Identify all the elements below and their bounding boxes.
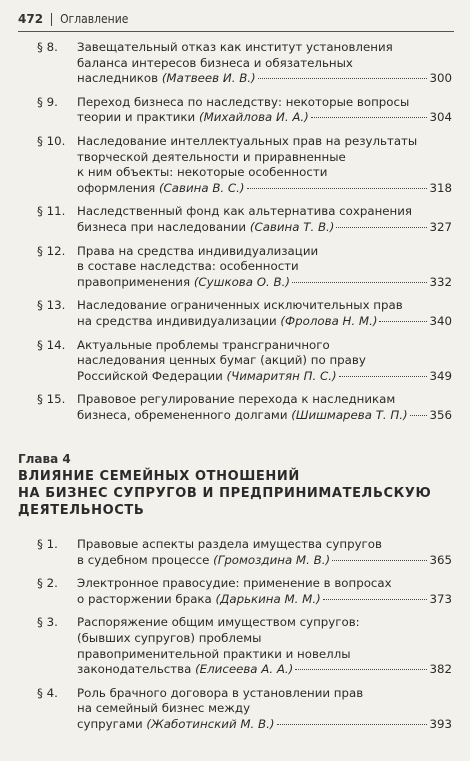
title-last-text bbox=[77, 181, 245, 197]
title-last-text bbox=[77, 717, 275, 733]
title-last-line bbox=[77, 71, 452, 87]
title-line: Распоряжение общим имуществом супругов: bbox=[77, 615, 360, 630]
dot-leader bbox=[295, 669, 427, 670]
dot-leader bbox=[336, 227, 427, 228]
title-line: Завещательный отказ как институт установления bbox=[77, 40, 393, 54]
title-last-line bbox=[77, 717, 452, 733]
page-ref: 340 bbox=[429, 313, 452, 328]
author-name: (Дарькина М. М.) bbox=[215, 591, 321, 606]
dot-leader bbox=[332, 560, 427, 561]
section-title bbox=[77, 338, 452, 385]
author-name: (Михайлова И. А.) bbox=[198, 110, 309, 125]
running-title: Оглавление bbox=[60, 12, 129, 26]
page-ref: 332 bbox=[429, 274, 452, 289]
title-last-text bbox=[77, 220, 334, 236]
title-line: Электронное правосудие: применение в вопросах bbox=[77, 576, 392, 591]
title-last-words: наследников bbox=[77, 71, 159, 86]
section-title bbox=[77, 40, 452, 87]
title-line: на семейный бизнес между bbox=[77, 701, 251, 716]
page-ref: 382 bbox=[429, 662, 452, 677]
dot-leader bbox=[311, 117, 428, 118]
section-number: § 12. bbox=[37, 243, 66, 258]
section-number: § 3. bbox=[37, 615, 58, 630]
title-last-line bbox=[77, 110, 452, 126]
section-title bbox=[77, 204, 452, 235]
page-ref: 300 bbox=[429, 71, 452, 86]
section-number: § 4. bbox=[37, 685, 58, 700]
dot-leader bbox=[258, 78, 428, 79]
page-ref: 373 bbox=[429, 591, 452, 606]
section-title bbox=[77, 615, 452, 677]
author-name: (Шишмарева Т. П.) bbox=[291, 407, 408, 422]
toc-entry bbox=[0, 204, 470, 235]
section-title bbox=[77, 134, 452, 196]
title-line: правоприменительной практики и новеллы bbox=[77, 646, 351, 661]
title-last-text bbox=[77, 408, 408, 424]
section-title bbox=[77, 95, 452, 126]
title-line: баланса интересов бизнеса и обязательных bbox=[77, 55, 353, 70]
section-title bbox=[77, 298, 452, 329]
toc-entry bbox=[0, 338, 470, 385]
title-line: Актуальные проблемы трансграничного bbox=[77, 337, 330, 352]
section-number: § 9. bbox=[37, 94, 58, 109]
title-last-words: бизнеса при наследовании bbox=[77, 219, 247, 234]
section-number: § 11. bbox=[37, 204, 66, 219]
section-number: § 2. bbox=[37, 576, 58, 591]
title-last-line bbox=[77, 408, 452, 424]
title-last-line bbox=[77, 369, 452, 385]
chapter-title-line: ВЛИЯНИЕ СЕМЕЙНЫХ ОТНОШЕНИЙ bbox=[18, 469, 300, 484]
author-name: (Фролова Н. М.) bbox=[280, 313, 378, 328]
toc-entry bbox=[0, 95, 470, 126]
page-ref: 318 bbox=[429, 180, 452, 195]
title-last-words: в судебном процессе bbox=[77, 552, 210, 567]
toc-entry bbox=[0, 615, 470, 677]
title-last-text bbox=[77, 369, 337, 385]
title-last-line bbox=[77, 553, 452, 569]
author-name: (Савина В. С.) bbox=[158, 180, 245, 195]
title-last-line bbox=[77, 220, 452, 236]
toc-entry bbox=[0, 392, 470, 423]
toc-entry bbox=[0, 40, 470, 87]
toc-entry bbox=[0, 537, 470, 568]
title-line: (бывших супругов) проблемы bbox=[77, 630, 262, 645]
chapter-toc-list bbox=[0, 537, 470, 741]
chapter-heading bbox=[18, 452, 454, 519]
toc-entry bbox=[0, 134, 470, 196]
section-title bbox=[77, 244, 452, 291]
section-number: § 13. bbox=[37, 298, 66, 313]
title-last-words: бизнеса, обремененного долгами bbox=[77, 407, 288, 422]
dot-leader bbox=[379, 321, 427, 322]
dot-leader bbox=[410, 415, 428, 416]
title-line: Правовые аспекты раздела имущества супругов bbox=[77, 537, 382, 551]
toc-entry bbox=[0, 576, 470, 607]
page-number: 472 bbox=[18, 12, 44, 26]
page-header bbox=[18, 12, 454, 26]
author-name: (Громоздина М. В.) bbox=[213, 552, 331, 567]
author-name: (Сушкова О. В.) bbox=[193, 274, 290, 289]
title-last-text bbox=[77, 71, 256, 87]
author-name: (Жаботинский М. В.) bbox=[146, 716, 275, 731]
title-last-words: оформления bbox=[77, 180, 156, 195]
page-ref: 365 bbox=[429, 552, 452, 567]
toc-list bbox=[0, 40, 470, 431]
title-last-words: о расторжении брака bbox=[77, 591, 212, 606]
title-line: Роль брачного договора в установлении прав bbox=[77, 685, 364, 700]
header-rule bbox=[18, 31, 454, 32]
chapter-title bbox=[18, 468, 454, 519]
page-ref: 393 bbox=[429, 716, 452, 731]
title-line: Наследование интеллектуальных прав на результаты bbox=[77, 133, 418, 148]
title-last-line bbox=[77, 275, 452, 291]
title-last-line bbox=[77, 181, 452, 197]
toc-entry bbox=[0, 686, 470, 733]
dot-leader bbox=[247, 188, 428, 189]
section-number: § 10. bbox=[37, 133, 66, 148]
page-ref: 356 bbox=[429, 407, 452, 422]
title-last-line bbox=[77, 662, 452, 678]
section-title bbox=[77, 537, 452, 568]
title-last-text bbox=[77, 592, 321, 608]
title-last-line bbox=[77, 314, 452, 330]
toc-entry bbox=[0, 298, 470, 329]
section-number: § 8. bbox=[37, 40, 58, 54]
author-name: (Чимаритян П. С.) bbox=[226, 368, 337, 383]
chapter-label: Глава 4 bbox=[18, 452, 71, 466]
dot-leader bbox=[339, 376, 428, 377]
chapter-title-line: ДЕЯТЕЛЬНОСТЬ bbox=[18, 503, 145, 518]
page-ref: 349 bbox=[429, 368, 452, 383]
title-last-words: Российской Федерации bbox=[77, 368, 223, 383]
dot-leader bbox=[323, 599, 428, 600]
toc-entry bbox=[0, 244, 470, 291]
title-line: творческой деятельности и приравненные bbox=[77, 149, 346, 164]
section-number: § 14. bbox=[37, 337, 66, 352]
page-ref: 304 bbox=[429, 110, 452, 125]
section-title bbox=[77, 686, 452, 733]
title-last-words: на средства индивидуализации bbox=[77, 313, 277, 328]
title-line: Наследственный фонд как альтернатива сохранения bbox=[77, 204, 413, 219]
title-line: Права на средства индивидуализации bbox=[77, 243, 319, 258]
header-separator bbox=[51, 13, 52, 26]
section-number: § 15. bbox=[37, 392, 66, 407]
chapter-title-line: НА БИЗНЕС СУПРУГОВ И ПРЕДПРИНИМАТЕЛЬСКУЮ bbox=[18, 486, 432, 501]
dot-leader bbox=[292, 282, 428, 283]
title-last-line bbox=[77, 592, 452, 608]
page-ref: 327 bbox=[429, 219, 452, 234]
title-line: Правовое регулирование перехода к наследникам bbox=[77, 392, 396, 407]
title-last-words: теории и практики bbox=[77, 110, 196, 125]
title-last-text bbox=[77, 275, 290, 291]
title-last-text bbox=[77, 553, 330, 569]
title-line: Наследование ограниченных исключительных прав bbox=[77, 298, 403, 313]
title-line: в составе наследства: особенности bbox=[77, 259, 299, 274]
section-number: § 1. bbox=[37, 537, 58, 551]
title-last-words: супругами bbox=[77, 716, 143, 731]
dot-leader bbox=[277, 724, 428, 725]
section-title bbox=[77, 576, 452, 607]
title-line: Переход бизнеса по наследству: некоторые вопросы bbox=[77, 94, 410, 109]
title-line: наследования ценных бумаг (акций) по праву bbox=[77, 353, 366, 368]
section-title bbox=[77, 392, 452, 423]
author-name: (Савина Т. В.) bbox=[249, 219, 335, 234]
title-last-words: правоприменения bbox=[77, 274, 191, 289]
title-last-text bbox=[77, 314, 377, 330]
title-last-words: законодательства bbox=[77, 662, 192, 677]
author-name: (Матвеев И. В.) bbox=[161, 71, 256, 86]
author-name: (Елисеева А. А.) bbox=[195, 662, 294, 677]
title-last-text bbox=[77, 662, 293, 678]
title-last-text bbox=[77, 110, 309, 126]
title-line: к ним объекты: некоторые особенности bbox=[77, 165, 328, 180]
